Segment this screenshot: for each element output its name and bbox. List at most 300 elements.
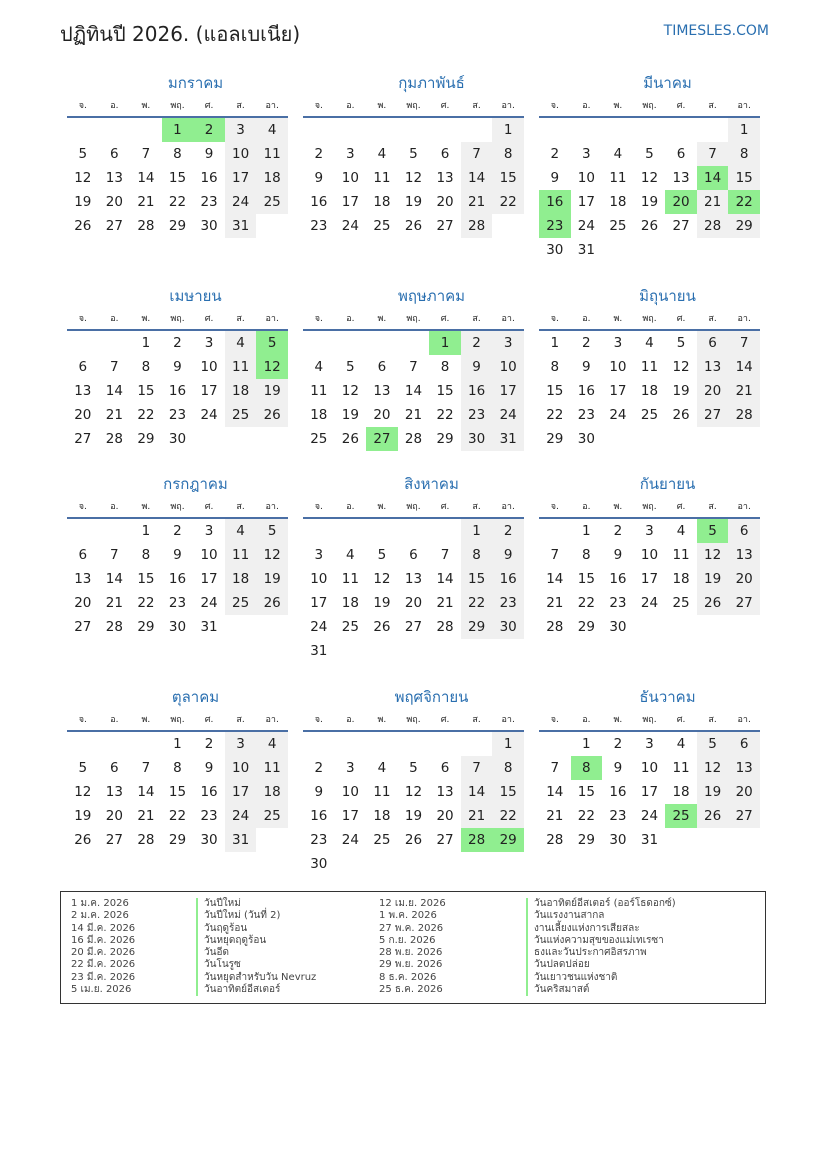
day-cell: 4	[256, 118, 288, 142]
day-cell: 10	[225, 142, 257, 166]
day-cell: 21	[697, 190, 729, 214]
empty-day-cell	[728, 828, 760, 852]
day-cell: 29	[137, 431, 155, 447]
day-cell: 11	[609, 170, 627, 186]
day-cell: 19	[74, 194, 92, 210]
day-cell: 19	[697, 567, 729, 591]
legend-item: วันปีใหม่	[204, 898, 241, 909]
month-name: มกราคม	[167, 74, 224, 92]
day-cell: 1	[173, 736, 182, 752]
day-cell: 5	[697, 732, 729, 756]
day-cell: 15	[546, 383, 564, 399]
day-cell: 15	[168, 170, 187, 186]
week-row	[539, 214, 760, 238]
empty-day-cell	[335, 331, 367, 355]
weekday-label: ศ.	[204, 502, 214, 512]
week-row	[539, 756, 760, 780]
weekday-header	[67, 710, 288, 732]
empty-day-cell	[728, 615, 760, 639]
week-row	[303, 615, 524, 639]
day-cell: 1	[728, 118, 760, 142]
day-cell: 2	[173, 335, 182, 351]
weekday-label: พ.	[377, 101, 387, 111]
weekday-label: พ.	[141, 502, 151, 512]
day-cell: 19	[672, 383, 690, 399]
day-cell: 2	[550, 146, 560, 162]
week-row	[67, 166, 288, 190]
day-cell: 3	[204, 523, 214, 539]
day-cell: 11	[256, 142, 288, 166]
week-row	[67, 214, 288, 238]
weekday-label: พ.	[377, 314, 387, 324]
empty-day-cell	[697, 238, 729, 262]
month-name: กุมภาพันธ์	[398, 74, 465, 92]
empty-day-cell	[665, 238, 697, 262]
day-cell: 8	[492, 142, 524, 166]
day-cell: 7	[409, 359, 418, 375]
weekday-label: อา.	[737, 314, 751, 324]
weekday-label: จ.	[78, 715, 87, 725]
weekday-label: พ.	[377, 715, 387, 725]
holiday-day-cell: 5	[256, 331, 288, 355]
day-cell: 23	[310, 832, 328, 848]
day-cell: 9	[204, 760, 214, 776]
weekday-label: พฤ.	[170, 715, 185, 725]
day-cell: 5	[346, 359, 355, 375]
weekday-label: ส.	[472, 502, 481, 512]
day-cell: 12	[74, 784, 92, 800]
empty-day-cell	[429, 732, 461, 756]
weekday-header	[303, 96, 524, 118]
day-cell: 13	[74, 571, 92, 587]
weekday-label: จ.	[314, 502, 323, 512]
weekday-label: พฤ.	[170, 314, 185, 324]
weekday-label: อ.	[110, 502, 119, 512]
day-cell: 17	[577, 194, 595, 210]
week-row	[539, 591, 760, 615]
day-cell: 7	[550, 760, 560, 776]
legend-item: วันปีใหม่ (วันที่ 2)	[204, 910, 281, 922]
day-cell: 16	[609, 571, 627, 587]
empty-day-cell	[67, 331, 99, 355]
day-cell: 23	[609, 595, 627, 611]
week-row	[539, 238, 760, 262]
week-row	[67, 567, 288, 591]
empty-day-cell	[366, 519, 398, 543]
day-cell: 26	[640, 218, 659, 234]
day-cell: 4	[613, 146, 623, 162]
day-cell: 24	[609, 407, 627, 423]
empty-day-cell	[335, 519, 367, 543]
day-cell: 18	[672, 571, 690, 587]
day-cell: 30	[168, 431, 187, 447]
day-cell: 29	[546, 431, 564, 447]
week-row	[303, 214, 524, 238]
legend-item: วันปลดปล่อย	[534, 959, 590, 971]
day-cell: 15	[492, 166, 524, 190]
empty-day-cell	[665, 828, 697, 852]
empty-day-cell	[539, 519, 571, 543]
day-cell: 10	[200, 359, 218, 375]
day-cell: 6	[440, 760, 450, 776]
day-cell: 4	[346, 547, 355, 563]
week-row	[539, 828, 760, 852]
week-row	[67, 591, 288, 615]
day-cell: 12	[373, 571, 391, 587]
day-cell: 27	[74, 431, 92, 447]
month-block	[303, 471, 524, 661]
day-cell: 20	[74, 407, 92, 423]
empty-day-cell	[697, 427, 729, 451]
day-cell: 27	[436, 218, 454, 234]
weekday-label: พฤ.	[406, 314, 421, 324]
month-block	[539, 471, 760, 661]
weekday-label: อา.	[501, 101, 515, 111]
weekday-header	[303, 497, 524, 519]
day-cell: 28	[728, 403, 760, 427]
empty-day-cell	[335, 639, 367, 663]
day-cell: 20	[105, 194, 123, 210]
day-cell: 5	[676, 335, 686, 351]
day-cell: 20	[373, 407, 391, 423]
day-cell: 29	[168, 218, 187, 234]
day-cell: 18	[640, 383, 659, 399]
legend-item: 1 พ.ค. 2026	[379, 910, 437, 922]
day-cell: 30	[200, 832, 218, 848]
day-cell: 9	[613, 547, 623, 563]
week-row	[67, 519, 288, 543]
week-row	[303, 331, 524, 355]
weekday-label: พฤ.	[642, 101, 657, 111]
weekday-label: อ.	[110, 715, 119, 725]
weekday-label: อ.	[346, 715, 355, 725]
empty-day-cell	[665, 118, 697, 142]
week-row	[303, 732, 524, 756]
day-cell: 21	[728, 379, 760, 403]
weekday-label: อ.	[582, 502, 591, 512]
day-cell: 9	[173, 547, 182, 563]
empty-day-cell	[398, 852, 430, 876]
day-cell: 18	[341, 595, 359, 611]
empty-day-cell	[99, 732, 131, 756]
day-cell: 21	[137, 194, 155, 210]
week-row	[303, 190, 524, 214]
day-cell: 18	[225, 379, 257, 403]
day-cell: 30	[168, 619, 187, 635]
month-block	[67, 471, 288, 661]
legend-item: วันหยุดฤดูร้อน	[204, 934, 267, 946]
weekday-label: จ.	[314, 715, 323, 725]
page-title: ปฏิทินปี 2026. (แอลเบเนีย)	[60, 22, 301, 46]
weekday-label: อา.	[737, 101, 751, 111]
day-cell: 23	[200, 194, 218, 210]
weekday-label: ศ.	[676, 314, 686, 324]
weekday-label: อา.	[737, 715, 751, 725]
day-cell: 22	[461, 591, 493, 615]
day-cell: 2	[582, 335, 591, 351]
empty-day-cell	[398, 118, 430, 142]
day-cell: 19	[404, 808, 423, 824]
day-cell: 26	[256, 403, 288, 427]
day-cell: 27	[728, 804, 760, 828]
day-cell: 24	[640, 595, 659, 611]
day-cell: 6	[110, 146, 119, 162]
weekday-header	[539, 309, 760, 331]
week-row	[539, 427, 760, 451]
day-cell: 9	[173, 359, 182, 375]
weekday-label: ส.	[236, 502, 245, 512]
empty-day-cell	[366, 732, 398, 756]
week-row	[67, 543, 288, 567]
week-row	[303, 639, 524, 663]
day-cell: 19	[74, 808, 92, 824]
day-cell: 24	[577, 218, 595, 234]
weekday-label: พ.	[377, 502, 387, 512]
day-cell: 25	[225, 591, 257, 615]
day-cell: 24	[640, 808, 659, 824]
weekday-label: ส.	[236, 101, 245, 111]
week-row	[303, 567, 524, 591]
legend-item: 20 มี.ค. 2026	[71, 947, 136, 959]
day-cell: 7	[697, 142, 729, 166]
week-row	[303, 756, 524, 780]
legend-dates-column-2	[379, 898, 446, 996]
day-cell: 9	[613, 760, 623, 776]
empty-day-cell	[398, 639, 430, 663]
day-cell: 16	[310, 194, 328, 210]
day-cell: 21	[461, 190, 493, 214]
week-row	[303, 427, 524, 451]
day-cell: 23	[310, 218, 328, 234]
day-cell: 19	[256, 567, 288, 591]
day-cell: 26	[341, 431, 359, 447]
day-cell: 4	[676, 736, 686, 752]
weekday-label: ศ.	[204, 101, 214, 111]
week-row	[303, 828, 524, 852]
day-cell: 30	[546, 242, 564, 258]
day-cell: 13	[436, 784, 454, 800]
month-block	[539, 70, 760, 260]
month-block	[67, 283, 288, 473]
month-block	[303, 70, 524, 260]
day-cell: 3	[225, 732, 257, 756]
week-row	[303, 118, 524, 142]
day-cell: 10	[577, 170, 595, 186]
empty-day-cell	[602, 118, 634, 142]
weekday-label: พ.	[613, 502, 623, 512]
holiday-day-cell: 27	[366, 427, 398, 451]
week-row	[67, 427, 288, 451]
site-link[interactable]: TIMESLES.COM	[663, 23, 769, 39]
week-row	[539, 804, 760, 828]
month-block	[303, 684, 524, 874]
day-cell: 23	[577, 407, 595, 423]
empty-day-cell	[366, 639, 398, 663]
weekday-header	[67, 96, 288, 118]
day-cell: 12	[256, 543, 288, 567]
day-cell: 15	[728, 166, 760, 190]
day-cell: 20	[436, 194, 454, 210]
weekday-label: ศ.	[204, 314, 214, 324]
day-cell: 13	[728, 543, 760, 567]
day-cell: 2	[492, 519, 524, 543]
day-cell: 8	[173, 146, 182, 162]
week-row	[539, 331, 760, 355]
day-cell: 23	[461, 403, 493, 427]
empty-day-cell	[130, 118, 162, 142]
week-row	[67, 828, 288, 852]
empty-day-cell	[539, 118, 571, 142]
day-cell: 22	[546, 407, 564, 423]
day-cell: 17	[640, 784, 659, 800]
weekday-label: ศ.	[440, 314, 450, 324]
day-cell: 11	[310, 383, 328, 399]
week-row	[67, 331, 288, 355]
day-cell: 28	[697, 214, 729, 238]
empty-day-cell	[303, 118, 335, 142]
holiday-day-cell: 20	[665, 190, 697, 214]
weekday-label: อ.	[582, 715, 591, 725]
day-cell: 13	[105, 170, 123, 186]
empty-day-cell	[602, 238, 634, 262]
empty-day-cell	[492, 639, 524, 663]
day-cell: 15	[137, 571, 155, 587]
day-cell: 28	[105, 619, 123, 635]
legend-item: ธงและวันประกาศอิสรภาพ	[534, 947, 647, 959]
empty-day-cell	[256, 214, 288, 238]
day-cell: 31	[640, 832, 659, 848]
day-cell: 27	[404, 619, 423, 635]
weekday-label: พฤ.	[170, 101, 185, 111]
empty-day-cell	[492, 214, 524, 238]
week-row	[539, 142, 760, 166]
day-cell: 3	[492, 331, 524, 355]
day-cell: 7	[728, 331, 760, 355]
week-row	[67, 379, 288, 403]
day-cell: 13	[74, 383, 92, 399]
day-cell: 27	[74, 619, 92, 635]
day-cell: 6	[409, 547, 418, 563]
day-cell: 16	[461, 379, 493, 403]
month-block	[539, 283, 760, 473]
week-row	[539, 732, 760, 756]
day-cell: 10	[492, 355, 524, 379]
day-cell: 11	[373, 784, 391, 800]
legend-item: วันอีด	[204, 947, 229, 959]
weekday-label: พฤ.	[406, 715, 421, 725]
day-cell: 20	[105, 808, 123, 824]
day-cell: 13	[404, 571, 423, 587]
weekday-label: ส.	[236, 715, 245, 725]
day-cell: 14	[105, 383, 123, 399]
day-cell: 10	[310, 571, 328, 587]
weekday-label: ศ.	[676, 502, 686, 512]
empty-day-cell	[461, 732, 493, 756]
weekday-label: ศ.	[440, 101, 450, 111]
day-cell: 7	[550, 547, 560, 563]
legend-item: 5 เม.ย. 2026	[71, 984, 132, 996]
day-cell: 14	[137, 784, 155, 800]
empty-day-cell	[130, 732, 162, 756]
empty-day-cell	[99, 118, 131, 142]
weekday-label: จ.	[550, 502, 559, 512]
week-row	[67, 756, 288, 780]
holiday-day-cell: 22	[728, 190, 760, 214]
legend-item: 1 ม.ค. 2026	[71, 898, 129, 909]
day-cell: 29	[577, 619, 595, 635]
legend-item: วันแห่งความสุขของแม่เทเรซา	[534, 934, 664, 946]
weekday-label: อา.	[265, 502, 279, 512]
legend-item: 8 ธ.ค. 2026	[379, 971, 437, 983]
legend-item: 16 มี.ค. 2026	[71, 934, 136, 946]
day-cell: 21	[105, 407, 123, 423]
day-cell: 21	[404, 407, 423, 423]
day-cell: 25	[310, 431, 328, 447]
week-row	[539, 519, 760, 543]
day-cell: 26	[74, 218, 92, 234]
day-cell: 3	[204, 335, 214, 351]
day-cell: 12	[341, 383, 359, 399]
day-cell: 10	[640, 760, 659, 776]
day-cell: 11	[341, 571, 359, 587]
week-row	[67, 118, 288, 142]
day-cell: 5	[377, 547, 387, 563]
month-name: กรกฎาคม	[163, 475, 228, 493]
day-cell: 25	[256, 190, 288, 214]
empty-day-cell	[429, 519, 461, 543]
weekday-header	[67, 497, 288, 519]
day-cell: 2	[314, 760, 324, 776]
legend-item: งานเลี้ยงแห่งการเสียสละ	[534, 922, 640, 934]
day-cell: 10	[341, 170, 359, 186]
weekday-label: ส.	[472, 314, 481, 324]
empty-day-cell	[256, 615, 288, 639]
day-cell: 4	[314, 359, 324, 375]
day-cell: 1	[492, 118, 524, 142]
holiday-day-cell: 8	[571, 756, 603, 780]
day-cell: 20	[74, 595, 92, 611]
empty-day-cell	[67, 732, 99, 756]
day-cell: 24	[200, 595, 218, 611]
day-cell: 10	[341, 784, 359, 800]
legend-names-column-2	[534, 898, 676, 996]
day-cell: 23	[168, 595, 187, 611]
week-row	[67, 190, 288, 214]
weekday-label: ส.	[708, 101, 717, 111]
day-cell: 27	[672, 218, 690, 234]
empty-day-cell	[398, 331, 430, 355]
day-cell: 8	[728, 142, 760, 166]
day-cell: 28	[137, 218, 155, 234]
day-cell: 29	[168, 832, 187, 848]
day-cell: 26	[672, 407, 690, 423]
empty-day-cell	[366, 852, 398, 876]
day-cell: 3	[645, 523, 654, 539]
day-cell: 6	[78, 547, 88, 563]
week-row	[539, 567, 760, 591]
day-cell: 24	[341, 832, 359, 848]
day-cell: 6	[110, 760, 119, 776]
weekday-label: อา.	[265, 715, 279, 725]
day-cell: 30	[310, 856, 328, 872]
day-cell: 21	[105, 595, 123, 611]
day-cell: 6	[78, 359, 88, 375]
day-cell: 22	[577, 808, 595, 824]
weekday-label: ส.	[236, 314, 245, 324]
weekday-label: พฤ.	[406, 502, 421, 512]
week-row	[303, 379, 524, 403]
month-name: พฤศจิกายน	[394, 688, 469, 706]
